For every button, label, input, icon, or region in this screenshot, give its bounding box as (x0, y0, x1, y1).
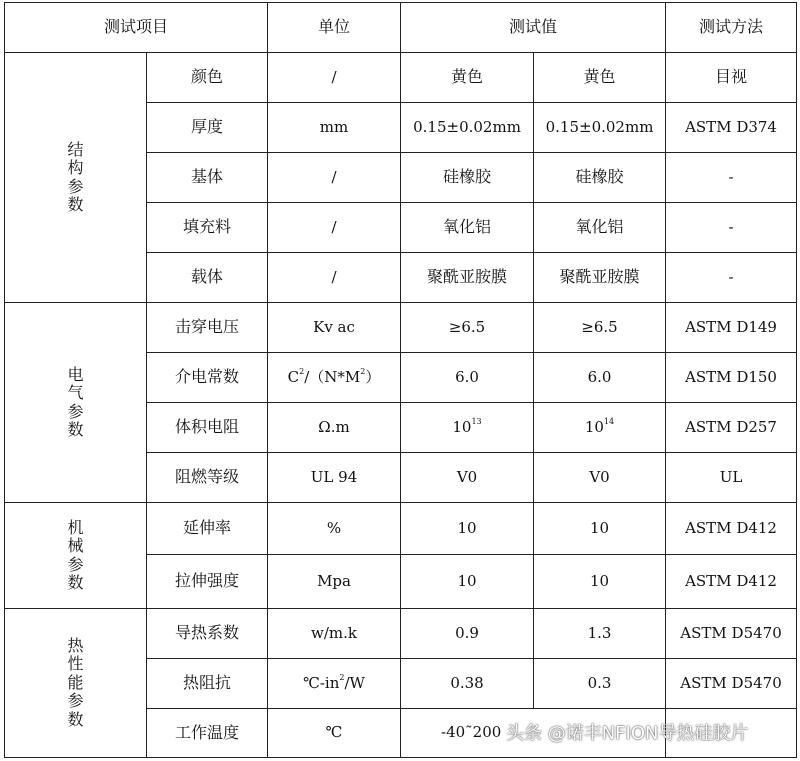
row-unit: Kv ac (268, 303, 401, 353)
row-method: ASTM D257 (666, 403, 797, 453)
row-value-1: 氧化铝 (401, 203, 534, 253)
row-unit: / (268, 253, 401, 303)
watermark: 头条 @诺丰NFION导热硅胶片 (506, 723, 749, 744)
row-method: ASTM D412 (666, 503, 797, 555)
row-unit: w/m.k (268, 609, 401, 659)
group-thermal: 热 性 能 参 数 (5, 609, 147, 758)
row-method: ASTM D150 (666, 353, 797, 403)
row-name: 填充料 (147, 203, 268, 253)
row-method: ASTM D374 (666, 103, 797, 153)
group-mechanical: 机 械 参 数 (5, 503, 147, 609)
row-method: ASTM D149 (666, 303, 797, 353)
row-value-1: V0 (401, 453, 534, 503)
row-value-1: 硅橡胶 (401, 153, 534, 203)
row-unit: / (268, 203, 401, 253)
row-method: ASTM D5470 (666, 609, 797, 659)
row-unit: $C^2/(N*M^2)$ (268, 353, 401, 403)
row-value-1: 10 (401, 555, 534, 609)
row-value-1: ≥6.5 (401, 303, 534, 353)
row-method: ASTM D5470 (666, 659, 797, 709)
row-name: 热阻抗 (147, 659, 268, 709)
row-name: 击穿电压 (147, 303, 268, 353)
row-name: 介电常数 (147, 353, 268, 403)
row-unit: / (268, 53, 401, 103)
row-value-2: 硅橡胶 (534, 153, 666, 203)
row-value-2: 0.15±0.02mm (534, 103, 666, 153)
row-value-1: $10^{13}$ (401, 403, 534, 453)
row-value-2: 10 (534, 555, 666, 609)
row-method: ASTM D412 (666, 555, 797, 609)
table-row (5, 303, 797, 353)
row-unit: Mpa (268, 555, 401, 609)
row-name: 载体 (147, 253, 268, 303)
spec-table (4, 2, 797, 758)
row-value-2: 氧化铝 (534, 203, 666, 253)
row-method: UL (666, 453, 797, 503)
row-name: 导热系数 (147, 609, 268, 659)
table-row (5, 53, 797, 103)
table-row (5, 503, 797, 555)
header-value: 测试值 (401, 3, 666, 53)
row-value-2: 黄色 (534, 53, 666, 103)
row-method: - (666, 203, 797, 253)
row-name: 颜色 (147, 53, 268, 103)
header-row (5, 3, 797, 53)
table-row (5, 609, 797, 659)
row-unit: ℃ (268, 709, 401, 758)
row-value-2: ≥6.5 (534, 303, 666, 353)
row-unit: Ω.m (268, 403, 401, 453)
row-value-1: 黄色 (401, 53, 534, 103)
row-value-2: 1.3 (534, 609, 666, 659)
header-item: 测试项目 (5, 3, 268, 53)
row-method: 目视 (666, 53, 797, 103)
row-unit: mm (268, 103, 401, 153)
row-name: 基体 (147, 153, 268, 203)
row-method: - (666, 153, 797, 203)
row-method: - (666, 253, 797, 303)
row-name: 延伸率 (147, 503, 268, 555)
row-value-2: $10^{14}$ (534, 403, 666, 453)
row-value-2: 0.3 (534, 659, 666, 709)
row-unit: UL 94 (268, 453, 401, 503)
row-value-2: 10 (534, 503, 666, 555)
row-name: 阻燃等级 (147, 453, 268, 503)
row-name: 厚度 (147, 103, 268, 153)
row-unit: / (268, 153, 401, 203)
row-name: 体积电阻 (147, 403, 268, 453)
row-value-merged: -40˜200 (401, 709, 666, 758)
row-unit: % (268, 503, 401, 555)
row-value-1: 0.9 (401, 609, 534, 659)
row-unit: $℃-in^2/W$ (268, 659, 401, 709)
row-value-1: 6.0 (401, 353, 534, 403)
row-value-2: V0 (534, 453, 666, 503)
header-unit: 单位 (268, 3, 401, 53)
group-structure: 结 构 参 数 (5, 53, 147, 303)
row-value-2: 6.0 (534, 353, 666, 403)
row-value-2: 聚酰亚胺膜 (534, 253, 666, 303)
group-electrical: 电 气 参 数 (5, 303, 147, 503)
row-name: 工作温度 (147, 709, 268, 758)
header-method: 测试方法 (666, 3, 797, 53)
row-value-1: 聚酰亚胺膜 (401, 253, 534, 303)
row-name: 拉伸强度 (147, 555, 268, 609)
row-value-1: 0.38 (401, 659, 534, 709)
row-value-1: 10 (401, 503, 534, 555)
row-value-1: 0.15±0.02mm (401, 103, 534, 153)
